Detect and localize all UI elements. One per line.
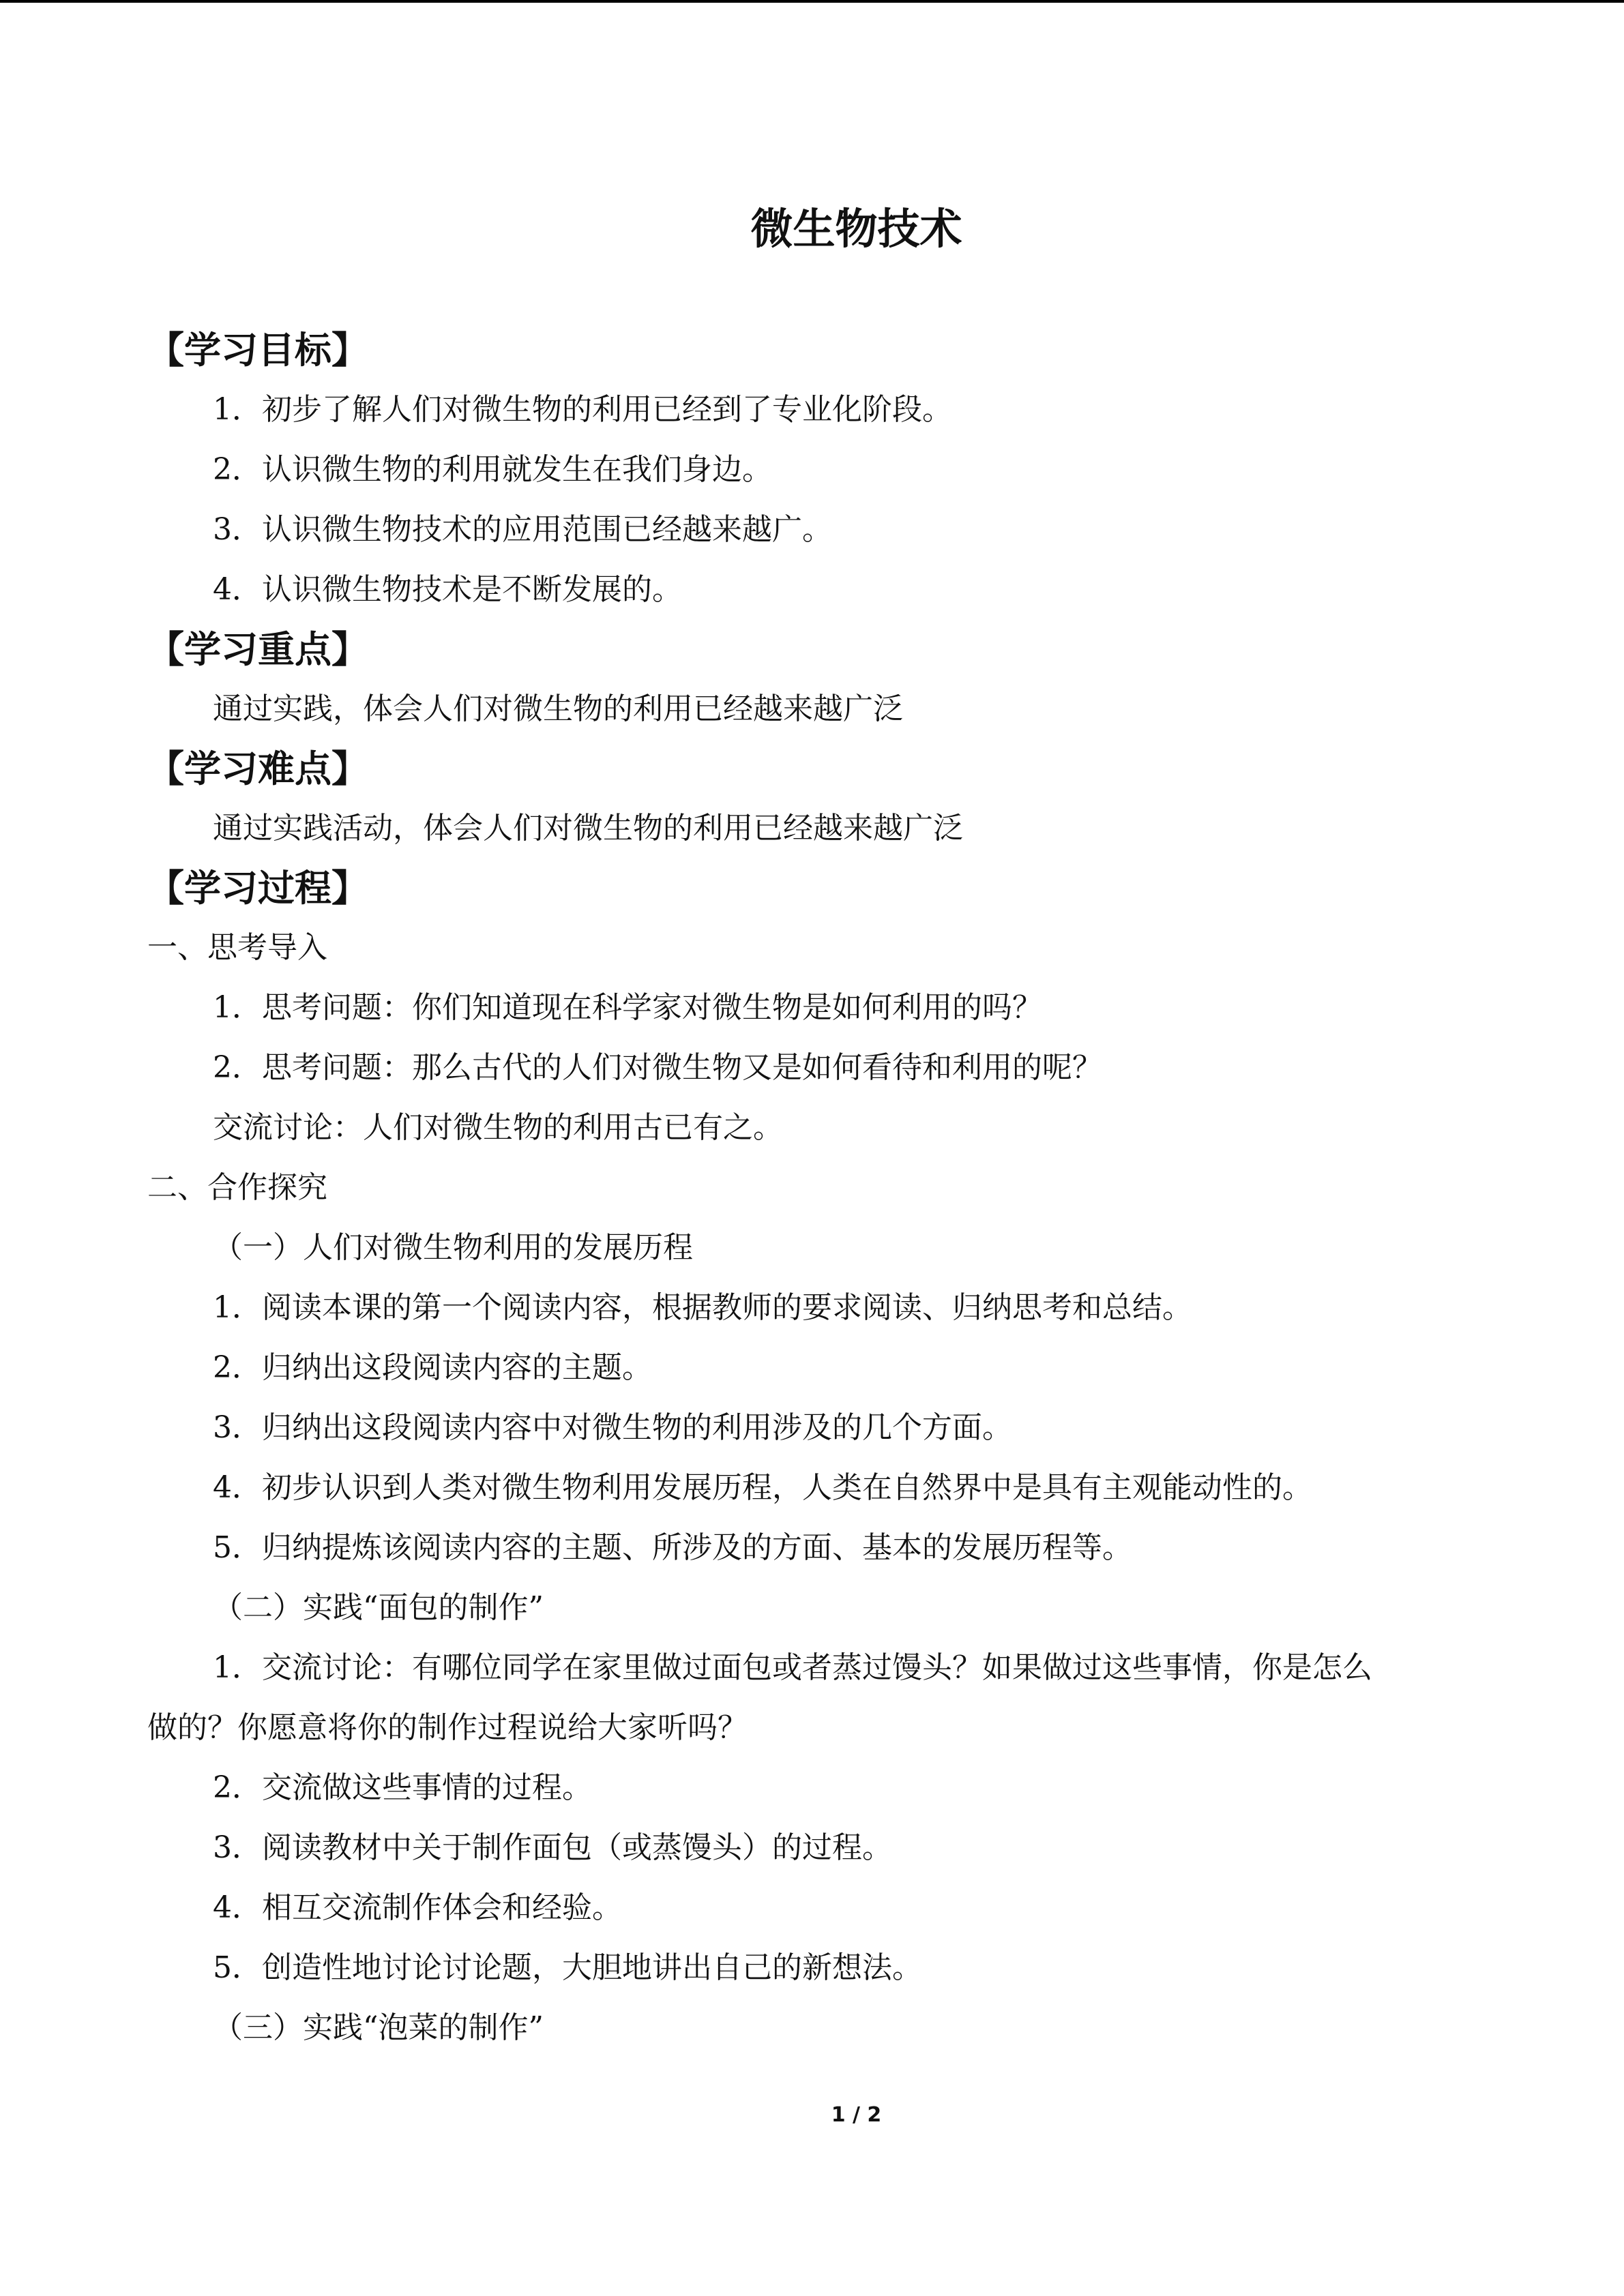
objective-item: 4．认识微生物技术是不断发展的。 [213, 572, 682, 607]
sub1-item: 5．归纳提炼该阅读内容的主题、所涉及的方面、基本的发展历程等。 [213, 1530, 1132, 1565]
page-title: 微生物技术 [750, 204, 962, 254]
part1-title: 一、思考导入 [147, 930, 327, 965]
sub3-title: （三）实践“泡菜的制作” [213, 2010, 544, 2045]
sub2-item: 4．相互交流制作体会和经验。 [213, 1890, 622, 1925]
objectives-heading: 【学习目标】 [147, 329, 368, 372]
sub2-title: （二）实践“面包的制作” [213, 1590, 544, 1625]
difficulties-text: 通过实践活动，体会人们对微生物的利用已经越来越广泛 [213, 811, 963, 846]
objective-item: 2．认识微生物的利用就发生在我们身边。 [213, 452, 772, 487]
sub2-item: 3．阅读教材中关于制作面包（或蒸馒头）的过程。 [213, 1830, 892, 1865]
sub1-item: 3．归纳出这段阅读内容中对微生物的利用涉及的几个方面。 [213, 1410, 1012, 1445]
sub1-title: （一）人们对微生物利用的发展历程 [213, 1230, 693, 1265]
part1-item: 2．思考问题：那么古代的人们对微生物又是如何看待和利用的呢？ [213, 1050, 1102, 1085]
page-top-border [0, 0, 1624, 3]
sub1-item: 2．归纳出这段阅读内容的主题。 [213, 1350, 652, 1385]
sub2-item-1-line-2: 做的？你愿意将你的制作过程说给大家听吗？ [147, 1710, 748, 1745]
process-heading: 【学习过程】 [147, 867, 368, 910]
part1-item: 1．思考问题：你们知道现在科学家对微生物是如何利用的吗？ [213, 990, 1042, 1025]
part1-item: 交流讨论：人们对微生物的利用古已有之。 [213, 1110, 783, 1145]
sub1-item: 4．初步认识到人类对微生物利用发展历程，人类在自然界中是具有主观能动性的。 [213, 1470, 1312, 1505]
sub2-item: 2．交流做这些事情的过程。 [213, 1770, 592, 1805]
sub2-item-1-line-1: 1．交流讨论：有哪位同学在家里做过面包或者蒸过馒头？如果做过这些事情，你是怎么 [213, 1650, 1372, 1685]
key-points-heading: 【学习重点】 [147, 628, 368, 671]
sub2-item: 5．创造性地讨论讨论题，大胆地讲出自己的新想法。 [213, 1950, 922, 1985]
objective-item: 3．认识微生物技术的应用范围已经越来越广。 [213, 512, 832, 547]
key-points-text: 通过实践，体会人们对微生物的利用已经越来越广泛 [213, 691, 903, 726]
objective-item: 1．初步了解人们对微生物的利用已经到了专业化阶段。 [213, 392, 952, 427]
part2-title: 二、合作探究 [147, 1170, 327, 1205]
document-body [147, 320, 1484, 2058]
difficulties-heading: 【学习难点】 [147, 747, 368, 790]
sub1-item: 1．阅读本课的第一个阅读内容，根据教师的要求阅读、归纳思考和总结。 [213, 1290, 1192, 1325]
page-number: 1 / 2 [831, 2103, 882, 2127]
